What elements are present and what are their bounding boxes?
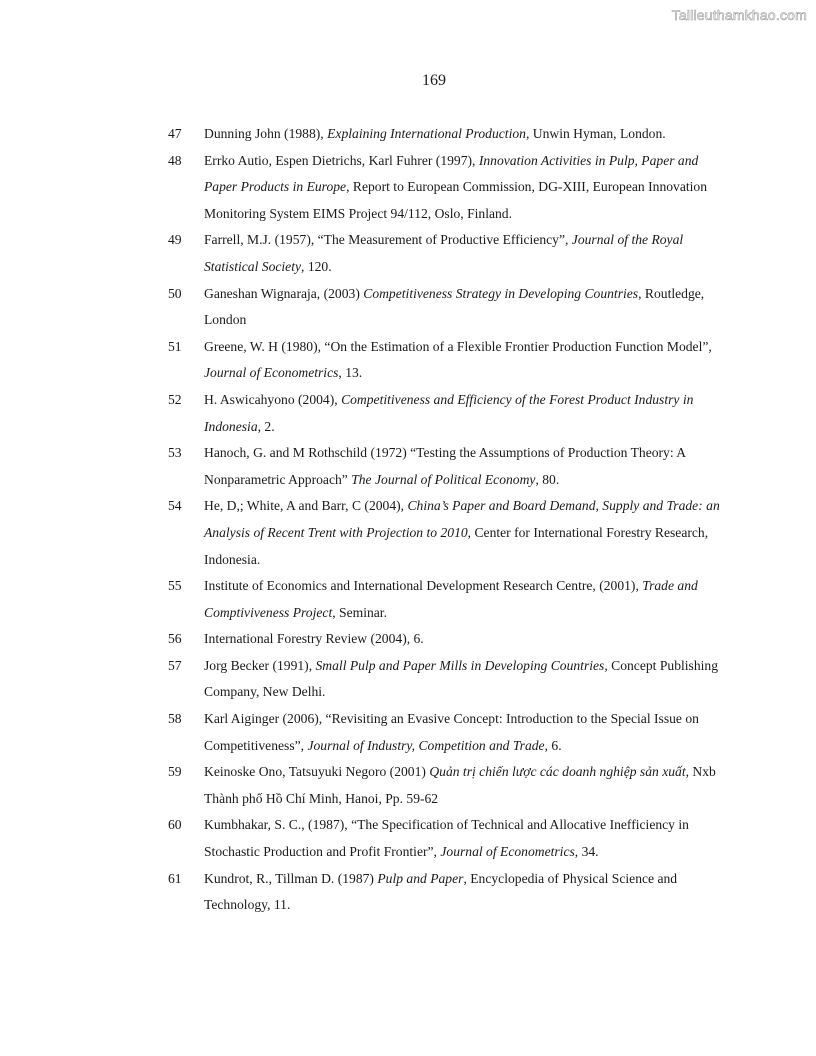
reference-number: 59 (168, 764, 182, 780)
reference-number: 48 (168, 152, 182, 168)
reference-number: 50 (168, 285, 182, 301)
reference-text (204, 334, 728, 387)
reference-segment: Kundrot, R., Tillman D. (1987) (204, 870, 378, 886)
reference-number: 56 (168, 631, 182, 647)
reference-title: Journal of Industry, Competition and Trade (307, 737, 545, 753)
reference-segment: , 80. (535, 471, 560, 487)
reference-item (168, 281, 728, 334)
reference-item (168, 440, 728, 493)
reference-item (168, 866, 728, 919)
reference-number: 58 (168, 711, 182, 727)
reference-item (168, 227, 728, 280)
reference-list (168, 121, 728, 919)
reference-item (168, 148, 728, 228)
reference-item (168, 626, 728, 653)
reference-item (168, 573, 728, 626)
reference-number: 54 (168, 498, 182, 514)
reference-item (168, 334, 728, 387)
reference-item (168, 706, 728, 759)
reference-title: Competitiveness and Efficiency of the Forest Product Industry in Indonesia (204, 391, 694, 434)
reference-title: Journal of Econometrics (204, 365, 339, 381)
reference-segment: , 6. (544, 737, 562, 753)
reference-segment: , 34. (574, 844, 599, 860)
reference-text (204, 653, 728, 706)
reference-title: Journal of the Royal Statistical Society (204, 232, 684, 274)
reference-number: 55 (168, 578, 182, 594)
reference-title: The Journal of Political Economy (351, 471, 536, 487)
reference-segment: Errko Autio, Espen Dietrichs, Karl Fuhrer (1997), (204, 152, 479, 168)
reference-segment: , Encyclopedia of Physical Science and Technology, 11. (204, 870, 678, 913)
reference-title: Pulp and Paper (377, 870, 464, 886)
reference-segment: International Forestry Review (2004), 6. (204, 631, 424, 647)
reference-text (204, 387, 728, 440)
reference-text (204, 706, 728, 759)
reference-segment: Unwin Hyman, London. (529, 126, 666, 141)
reference-segment: , 120. (301, 258, 332, 274)
reference-title: Small Pulp and Paper Mills in Developing Countries, (315, 657, 608, 673)
reference-segment: Dunning John (1988), (204, 126, 328, 141)
reference-item (168, 653, 728, 706)
reference-text (204, 812, 728, 865)
reference-text (204, 440, 728, 493)
reference-text (204, 121, 728, 148)
reference-text (204, 227, 728, 280)
reference-text (204, 626, 728, 653)
reference-segment: Ganeshan Wignaraja, (2003) (204, 285, 364, 301)
reference-segment: Keinoske Ono, Tatsuyuki Negoro (2001) (204, 764, 430, 780)
reference-number: 57 (168, 657, 182, 673)
reference-segment: Kumbhakar, S. C., (1987), “The Specification of Technical and Allocative Inefficiency in Stochastic Production and Profit Frontier”, (204, 817, 689, 860)
reference-number: 53 (168, 445, 182, 461)
reference-title: Trade and Comptiviveness Project (204, 578, 698, 620)
reference-number: 60 (168, 817, 182, 833)
reference-number: 47 (168, 126, 182, 141)
reference-segment: Concept Publishing Company, New Delhi. (204, 657, 719, 700)
reference-segment: , Center for International Forestry Research, Indonesia. (204, 524, 709, 567)
reference-number: 49 (168, 232, 182, 248)
reference-segment: He, D,; White, A and Barr, C (2004), (204, 498, 408, 514)
reference-title: Explaining International Production, (327, 126, 530, 141)
reference-segment: , Nxb Thành phố Hồ Chí Minh, Hanoi, Pp. 59-62 (204, 764, 716, 806)
watermark-text: Tailieuthamkhao.com (671, 7, 807, 23)
reference-number: 51 (168, 338, 182, 354)
reference-item (168, 387, 728, 440)
reference-segment: Hanoch, G. and M Rothschild (1972) “Testing the Assumptions of Production Theory: A Nonparametric Approach” (204, 445, 686, 487)
reference-segment: Karl Aiginger (2006), “Revisiting an Evasive Concept: Introduction to the Special Issue on Competitiveness”, (204, 711, 699, 753)
reference-item (168, 121, 728, 148)
reference-segment: , Seminar. (332, 604, 387, 620)
reference-text (204, 493, 728, 573)
reference-title: China’s Paper and Board Demand, Supply and Trade: an Analysis of Recent Trent with Projection to 2010 (204, 498, 720, 540)
reference-title: Competitiveness Strategy in Developing Countries (363, 285, 639, 301)
reference-number: 61 (168, 870, 182, 886)
reference-segment: Greene, W. H (1980), “On the Estimation of a Flexible Frontier Production Function Model”, (204, 338, 712, 354)
reference-segment: , 13. (338, 365, 363, 381)
reference-segment: , 2. (257, 418, 275, 434)
reference-item (168, 759, 728, 812)
reference-segment: Farrell, M.J. (1957), “The Measurement of Productive Efficiency”, (204, 232, 572, 248)
reference-segment: H. Aswicahyono (2004), (204, 391, 342, 407)
reference-segment: , Routledge, London (204, 285, 705, 328)
reference-segment: , Report to European Commission, DG-XIII, European Innovation Monitoring System EIMS Project 94/112, Oslo, Finland. (204, 179, 708, 221)
reference-item (168, 812, 728, 865)
reference-text (204, 281, 728, 334)
reference-title: Journal of Econometrics (440, 844, 575, 860)
reference-text (204, 866, 728, 919)
reference-text (204, 148, 728, 228)
reference-text (204, 573, 728, 626)
reference-item (168, 493, 728, 573)
page-number: 169 (422, 72, 446, 89)
reference-title: Innovation Activities in Pulp, Paper and Paper Products in Europe (204, 152, 699, 195)
reference-text (204, 759, 728, 812)
reference-title: Quản trị chiến lược các doanh nghiệp sản xuất (429, 764, 686, 780)
reference-number: 52 (168, 391, 182, 407)
reference-segment: Jorg Becker (1991), (204, 657, 316, 673)
reference-segment: Institute of Economics and International Development Research Centre, (2001), (204, 578, 643, 594)
